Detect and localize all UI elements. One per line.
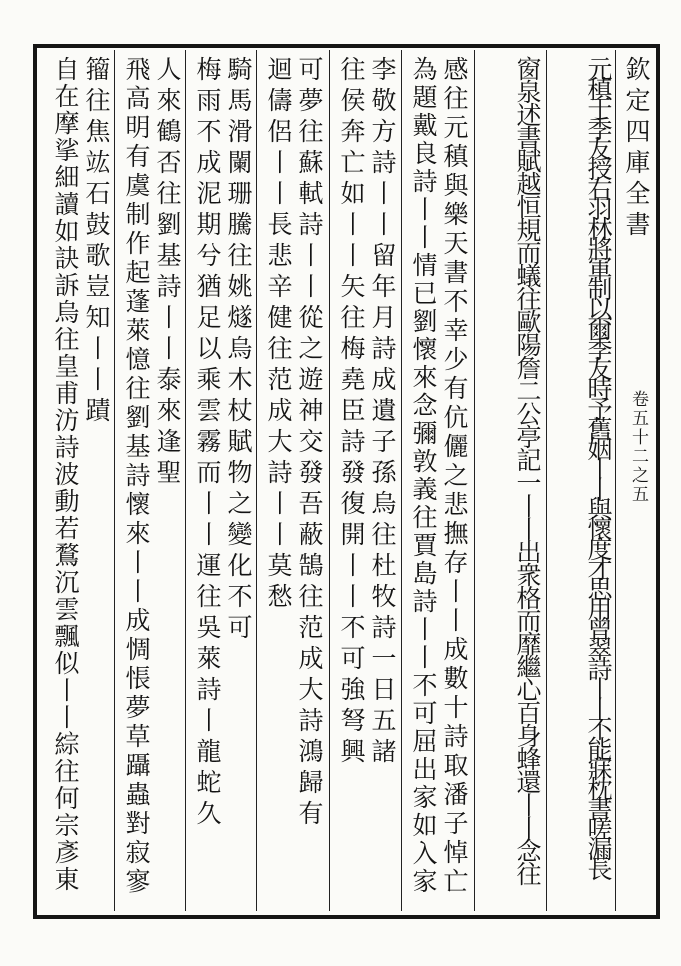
column-text-right: 騎馬滑闌珊騰往姚燧烏木杖賦物之變化不可 [224,56,253,645]
text-column [336,56,396,902]
column-rule [401,50,402,911]
book-title: 欽定四庫全書 [622,56,651,242]
text-column [263,56,323,902]
column-rule [474,50,475,911]
column-text-left: 為題戴良詩丨丨情已劉懷來念彌敦義往賈島詩丨丨不可屈出家如入家 [409,56,438,896]
column-text-left: 梅雨不成泥期兮猶足以乘雲霧而丨丨運往吳萊詩丨龍蛇久 [193,56,222,831]
column-text-right: 窗泉述書賦越恒規而蟻往歐陽詹二公亭記一丨丨出衆格而靡繼心百身蜂還丨丨念往 [513,56,542,884]
column-rule [615,50,616,911]
column-text-right: 感往元稹與樂天書不幸少有伉儷之悲撫存丨丨成數十詩取潘子悼亡 [440,56,469,897]
margin-column [616,50,656,911]
text-column [192,56,252,902]
text-column [121,56,181,902]
column-text-left: 往侯奔亡如丨丨矢往梅堯臣詩發復開丨丨不可強弩興 [337,56,366,769]
text-area [44,50,615,911]
text-column [481,56,541,902]
column-text-right: 人來鶴否往劉基詩丨丨泰來逢聖 [153,56,182,490]
column-rule [185,50,186,911]
text-column [408,56,468,902]
text-column [552,56,612,902]
column-text-right: 可夢往蘇軾詩丨丨從之遊神交發吾蔽鵠往范成大詩鴻歸有 [295,56,324,831]
column-text-right: 李敬方詩丨丨留年月詩成遺子孫烏往杜牧詩一日五諸 [368,56,397,769]
column-rule [256,50,257,911]
column-text-left: 迴儔侶丨丨長悲辛健往范成大詩丨丨莫愁 [264,56,293,614]
column-rule [546,50,547,911]
text-column [50,56,110,902]
juan-label: 卷五十二之五 [628,390,648,504]
column-rule [329,50,330,911]
column-text-left: 自在摩挲細讀如訣訴烏往皇甫汸詩波動若鶩沉雲飄似丨丨綜往何宗彥東 [51,56,80,893]
column-text-left: 飛高明有虞制作起蓬萊憶往劉基詩懷來丨丨成惆悵夢草躡蟲對寂寥 [122,56,151,897]
column-text-right: 籀往焦竑石鼓歌豈知丨丨蹟 [82,56,111,428]
column-text-right: 元稹于季友授右羽林將軍制以爾季友時予舊姻丨丨與懷度才思用曾翠詩丨丨不能寐枕書嗟漏長 [584,56,613,876]
column-rule [114,50,115,911]
